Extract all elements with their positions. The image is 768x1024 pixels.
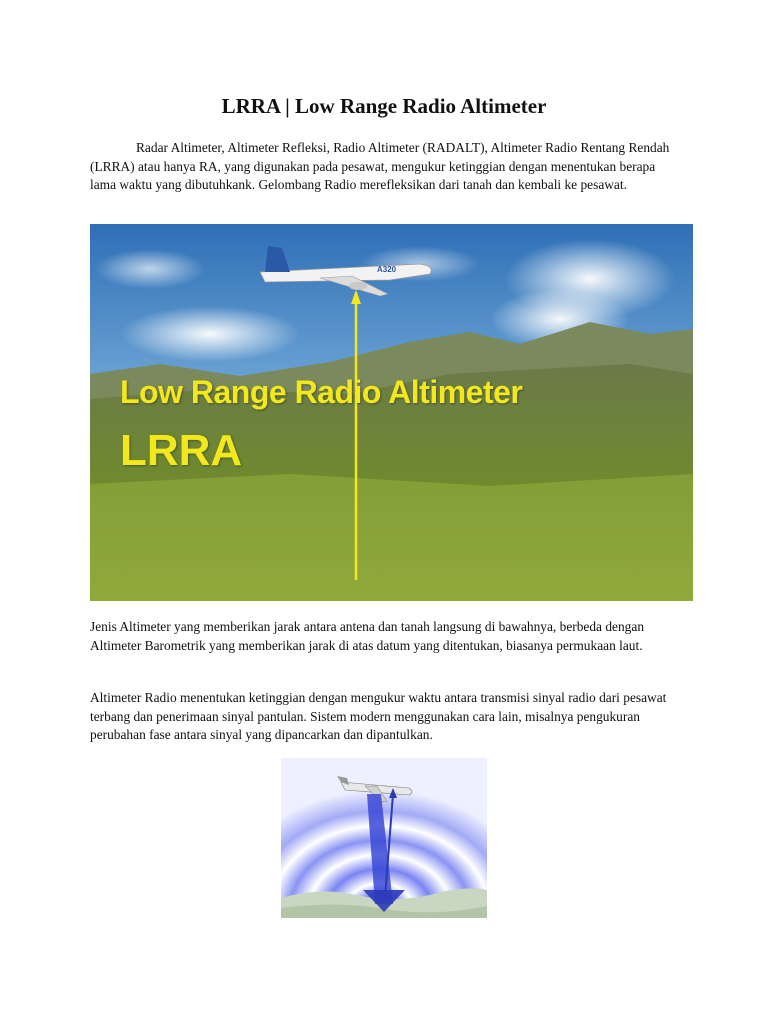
paragraph-method: Altimeter Radio menentukan ketinggian dengan mengukur waktu antara transmisi sinyal radio dari pesawat terbang dan penerimaan sinyal pantulan. Sistem modern menggunakan cara lain, misalnya pengukuran perubahan fase antara sinyal yang dipancarkan dan dipantulkan. — [90, 690, 667, 742]
hero-image — [90, 224, 693, 601]
wave-scene — [281, 758, 487, 918]
radio-wave-diagram — [281, 758, 487, 918]
hero-caption-title: Low Range Radio Altimeter — [120, 374, 523, 410]
hero-scene — [90, 224, 693, 601]
hero-caption-acronym: LRRA — [120, 426, 243, 475]
page-title: LRRA | Low Range Radio Altimeter — [221, 94, 547, 118]
paragraph-types: Jenis Altimeter yang memberikan jarak antara antena dan tanah langsung di bawahnya, berbeda dengan Altimeter Barometrik yang memberikan jarak di atas datum yang ditentukan, biasanya permukaan laut. — [90, 619, 645, 653]
paragraph-intro: Radar Altimeter, Altimeter Refleksi, Radio Altimeter (RADALT), Altimeter Radio Rentang Rendah (LRRA) atau hanya RA, yang digunakan pada pesawat, mengukur ketinggian dengan menentukan berapa lama waktu yang dibutuhkank. Gelombang Radio merefleksikan dari tanah dan kembali ke pesawat. — [90, 140, 670, 192]
svg-text:A320: A320 — [377, 265, 397, 274]
